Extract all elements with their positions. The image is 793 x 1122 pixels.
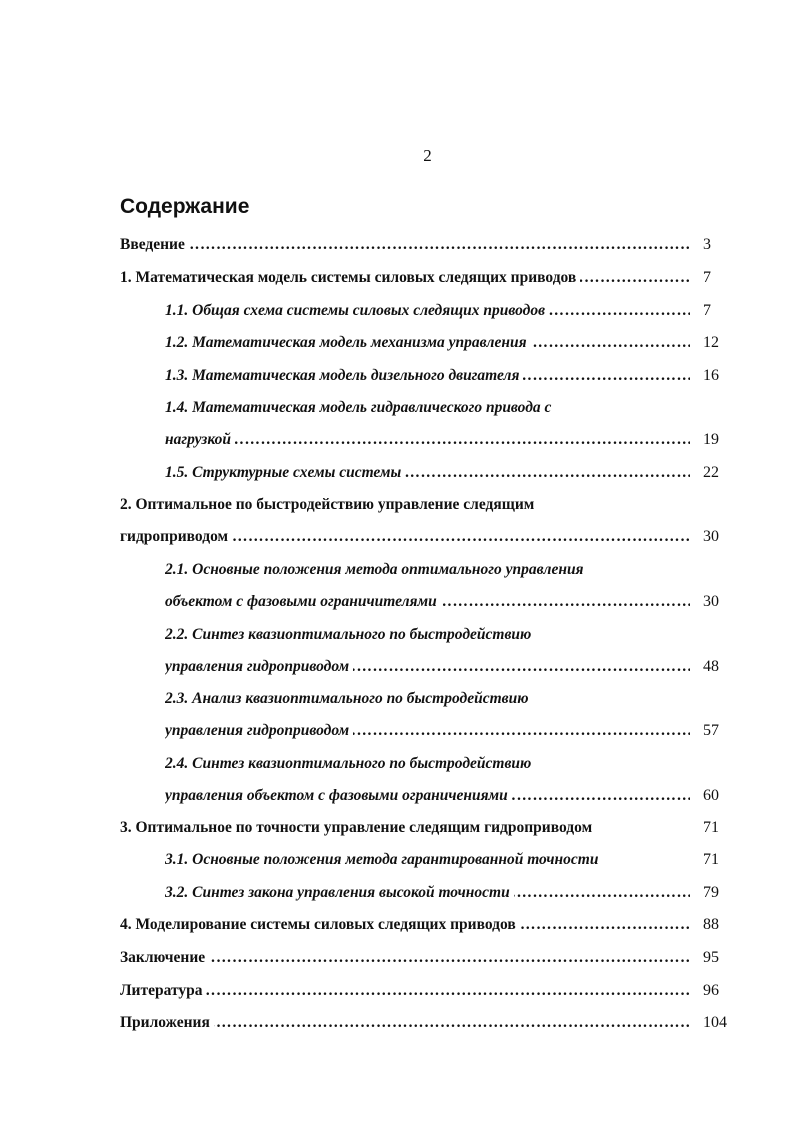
toc-entry-section-2-4-continued bbox=[165, 784, 690, 808]
toc-entry-section-2-1-continued bbox=[165, 590, 690, 614]
toc-entry-label-continued: управления гидроприводом bbox=[165, 658, 353, 675]
toc-entry-label: 2.4. Синтез квазиоптимального по быстродействию bbox=[165, 755, 535, 772]
toc-entry-label: 1.2. Математическая модель механизма управления bbox=[165, 334, 531, 351]
toc-page-number: 22 bbox=[703, 464, 719, 481]
toc-page-number: 3 bbox=[703, 236, 711, 253]
toc-entry-appendices bbox=[120, 1011, 690, 1035]
toc-page-number: 96 bbox=[703, 982, 719, 999]
toc-entry-section-1-4 bbox=[165, 396, 690, 420]
toc-entry-label-continued: управления гидроприводом bbox=[165, 722, 353, 739]
toc-entry-section-1-5 bbox=[165, 461, 690, 485]
toc-entry-label: Литература bbox=[120, 982, 206, 999]
toc-entry-introduction bbox=[120, 233, 690, 257]
toc-page-number: 30 bbox=[703, 593, 719, 610]
toc-entry-label: 2.3. Анализ квазиоптимального по быстродействию bbox=[165, 690, 533, 707]
toc-entry-chapter-2 bbox=[120, 493, 690, 517]
toc-entry-section-2-4 bbox=[165, 752, 690, 776]
toc-entry-label: 3.2. Синтез закона управления высокой точности bbox=[165, 884, 514, 901]
toc-entry-label-continued: управления объектом с фазовыми ограничениями bbox=[165, 787, 512, 804]
toc-entry-chapter-3 bbox=[120, 816, 690, 840]
toc-entry-label: 1.4. Математическая модель гидравлического привода с bbox=[165, 399, 555, 416]
toc-entry-section-1-2 bbox=[165, 331, 690, 355]
toc-entry-section-1-3 bbox=[165, 364, 690, 388]
toc-entry-section-2-1 bbox=[165, 558, 690, 582]
toc-entry-section-3-1 bbox=[165, 848, 690, 872]
toc-entry-label-continued: нагрузкой bbox=[165, 431, 235, 448]
toc-page-number: 7 bbox=[703, 269, 711, 286]
toc-entry-label: 1. Математическая модель системы силовых следящих приводов bbox=[120, 269, 580, 286]
toc-entry-label: 1.5. Структурные схемы системы bbox=[165, 464, 405, 481]
toc-page-number: 57 bbox=[703, 722, 719, 739]
toc-entry-label-continued: гидроприводом bbox=[120, 528, 232, 545]
toc-page-number: 79 bbox=[703, 884, 719, 901]
toc-page-number: 30 bbox=[703, 528, 719, 545]
toc-entry-chapter-2-continued bbox=[120, 525, 690, 549]
toc-entry-label: 4. Моделирование системы силовых следящих приводов bbox=[120, 916, 520, 933]
toc-page-number: 71 bbox=[703, 819, 719, 836]
page-number: 2 bbox=[423, 146, 432, 165]
toc-page-number: 16 bbox=[703, 367, 719, 384]
toc-entry-label: 1.1. Общая схема системы силовых следящих приводов bbox=[165, 302, 549, 319]
toc-entry-label: 2.2. Синтез квазиоптимального по быстродействию bbox=[165, 626, 535, 643]
toc-entry-label: 1.3. Математическая модель дизельного двигателя bbox=[165, 367, 523, 384]
toc-leader-dots bbox=[165, 428, 690, 452]
toc-entry-label: 2.1. Основные положения метода оптимального управления bbox=[165, 561, 588, 578]
toc-entry-label: 3.1. Основные положения метода гарантированной точности bbox=[165, 851, 602, 868]
toc-entry-section-3-2 bbox=[165, 881, 690, 905]
toc-entry-label: 2. Оптимальное по быстродействию управление следящим bbox=[120, 496, 538, 513]
toc-entry-section-2-3-continued bbox=[165, 719, 690, 743]
toc-entry-section-2-3 bbox=[165, 687, 690, 711]
toc-page-number: 19 bbox=[703, 431, 719, 448]
toc-entry-label-continued: объектом с фазовыми ограничителями bbox=[165, 593, 441, 610]
toc-page-number: 60 bbox=[703, 787, 719, 804]
toc-page-number: 48 bbox=[703, 658, 719, 675]
toc-page-number: 88 bbox=[703, 916, 719, 933]
toc-entry-section-1-1 bbox=[165, 299, 690, 323]
toc-entry-section-2-2 bbox=[165, 623, 690, 647]
toc-leader-dots bbox=[120, 233, 690, 257]
toc-entry-label: Введение bbox=[120, 236, 189, 253]
toc-page-number: 95 bbox=[703, 949, 719, 966]
toc-entry-chapter-4 bbox=[120, 913, 690, 937]
toc-entry-conclusion bbox=[120, 946, 690, 970]
toc-page-number: 7 bbox=[703, 302, 711, 319]
toc-entry-label: Заключение bbox=[120, 949, 209, 966]
toc-entry-section-2-2-continued bbox=[165, 655, 690, 679]
toc-entry-section-1-4-continued bbox=[165, 428, 690, 452]
toc-entry-label: Приложения bbox=[120, 1014, 214, 1031]
toc-page-number: 71 bbox=[703, 851, 719, 868]
toc-page-number: 12 bbox=[703, 334, 719, 351]
toc-entry-chapter-1 bbox=[120, 266, 690, 290]
toc-entry-label: 3. Оптимальное по точности управление следящим гидроприводом bbox=[120, 819, 596, 836]
toc-heading: Содержание bbox=[120, 195, 250, 218]
toc-page-number: 104 bbox=[703, 1014, 727, 1031]
toc-entry-references bbox=[120, 979, 690, 1003]
